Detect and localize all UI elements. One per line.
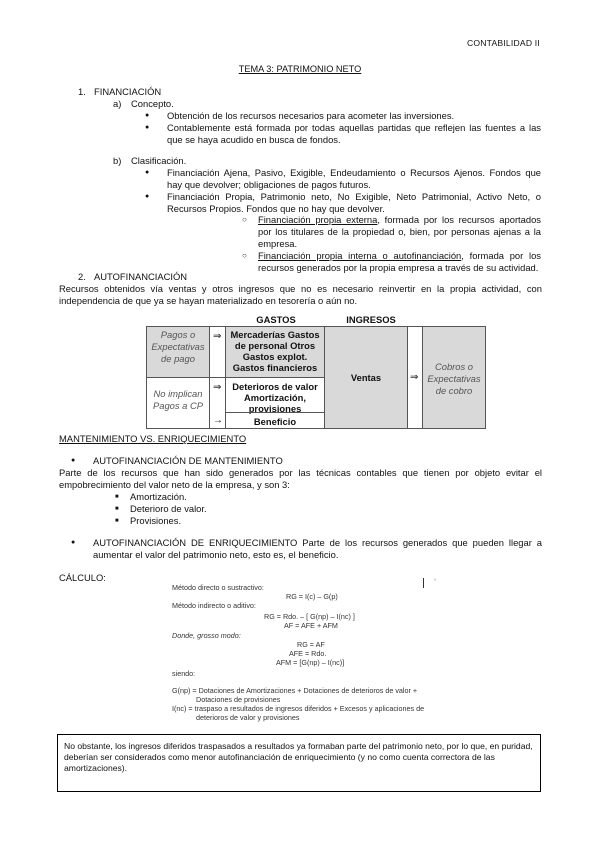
- enriquecimiento-title: AUTOFINANCIACIÓN DE ENRIQUECIMIENTO: [93, 537, 298, 548]
- formula-line: Dotaciones de provisiones: [196, 695, 281, 704]
- mantenimiento-paragraph: Parte de los recursos que han sido generados por las técnicas contables que tienen por objeto evitar el empobrecimiento del valor neto de la empresa, y son 3:: [59, 467, 542, 490]
- list-item: [258, 214, 541, 250]
- note-box: [57, 734, 541, 792]
- pagos-text: Pagos o Expectativas de pago: [151, 329, 205, 364]
- calculo-label: CÁLCULO:: [59, 572, 106, 583]
- mantenimiento-bullet: [93, 455, 283, 467]
- formula-line: AFM = [G(np) – I(nc)]: [276, 658, 345, 667]
- list-item: ■ Deterioro de valor.: [130, 503, 207, 515]
- no-implican-cell: [146, 377, 210, 429]
- subsection-a-label: a): [113, 98, 122, 109]
- subsection-a-title: Concepto.: [131, 98, 174, 109]
- formula-line: Método directo o sustractivo:: [172, 583, 264, 592]
- list-item: ● Contablemente está formada por todas aquellas partidas que reflejen las fuentes a las que se haya acudido en busca de fondos.: [167, 122, 541, 146]
- formula-line: RG = I(c) – G(p): [286, 592, 338, 601]
- arrow-cell-1: [209, 326, 226, 378]
- arrow-icon: →: [213, 415, 223, 426]
- formula-line: RG = Rdo. – [ G(np) – I(nc) ]: [264, 612, 355, 621]
- formula-line: RG = AF: [297, 640, 325, 649]
- section-1-number: 1.: [78, 86, 86, 97]
- financiacion-interna-text: , formada por los recursos generados por la propia empresa a través de su actividad.: [258, 250, 541, 273]
- list-item: ● Financiación Propia, Patrimonio neto, No Exigible, Neto Patrimonial, Activo Neto, o Recursos Propios. Fondos que no hay que devolver.: [167, 191, 541, 215]
- mantenimiento-items: [130, 491, 207, 527]
- subsection-b-title: Clasificación.: [131, 155, 187, 166]
- gastos-pagos-text: Mercaderías Gastos de personal Otros Gastos explot. Gastos financieros: [230, 329, 320, 373]
- formula-line: deterioros de valor y provisiones: [196, 713, 300, 722]
- arrow-cell-2: [209, 377, 226, 429]
- concepto-list: [167, 110, 541, 146]
- arrow-icon: ⇒: [410, 372, 419, 383]
- no-implican-text: No implican Pagos a CP: [152, 388, 204, 411]
- formula-line: I(nc) = traspaso a resultados de ingresos diferidos + Excesos y aplicaciones de: [172, 704, 425, 713]
- beneficio-text: Beneficio: [253, 416, 297, 427]
- gastos-no-pagos-text: Deterioros de valor Amortización, provisiones: [232, 381, 318, 414]
- arrow-icon: ⇒: [213, 331, 222, 342]
- formula-line: Método indirecto o aditivo:: [172, 601, 256, 610]
- pagos-cell: [146, 326, 210, 378]
- enriquecimiento-text: Parte de los recursos generados que pueden llegar a aumentar el valor del patrimonio neto, esto es, el beneficio.: [93, 537, 543, 560]
- cobros-text: Cobros o Expectativas de cobro: [427, 361, 481, 396]
- formula-line: AF = AFE + AFM: [284, 621, 338, 630]
- ventas-text: Ventas: [350, 372, 382, 383]
- list-item: [93, 537, 542, 561]
- list-item: [258, 250, 541, 274]
- formula-line: G(np) = Dotaciones de Amortizaciones + Dotaciones de deterioros de valor +: [172, 686, 418, 695]
- page-title: TEMA 3: PATRIMONIO NETO: [238, 64, 362, 74]
- list-item: ● Obtención de los recursos necesarios para acometer las inversiones.: [167, 110, 541, 122]
- ventas-cell: [324, 326, 408, 429]
- autofinanciacion-paragraph: Recursos obtenidos vía ventas y otros ingresos que no es necesario reinvertir en la propia actividad, con independencia de que ya se hayan materializado en tesorería o aún no.: [59, 283, 542, 306]
- subsection-b-label: b): [113, 155, 122, 166]
- list-item: ■ Provisiones.: [130, 515, 207, 527]
- financiacion-externa-term: Financiación propia externa: [258, 214, 378, 225]
- arrow-icon: ⇒: [213, 382, 222, 393]
- cobros-cell: [422, 326, 486, 429]
- formula-line: Donde, grosso modo:: [172, 631, 241, 640]
- autofinanciacion-table: [146, 314, 542, 430]
- financiacion-externa-text: , formada por los recursos aportados por los titulares de la propiedad o, bien, por personas ajenas a la empresa.: [258, 214, 541, 249]
- ingresos-header: INGRESOS: [346, 314, 396, 325]
- list-item: ■ Amortización.: [130, 491, 207, 503]
- formula-line: siendo:: [172, 669, 196, 678]
- section-2-title: AUTOFINANCIACIÓN: [94, 271, 188, 282]
- clasificacion-list: [167, 167, 541, 215]
- text-cursor: [423, 578, 424, 588]
- list-item: ● Financiación Ajena, Pasivo, Exigible, Endeudamiento o Recursos Ajenos. Fondos que hay que devolver; obligaciones de pagos futuros.: [167, 167, 541, 191]
- page-header: CONTABILIDAD II: [466, 38, 540, 48]
- mantenimiento-heading: MANTENIMIENTO VS. ENRIQUECIMIENTO: [59, 433, 247, 444]
- arrow-cell-3: [407, 326, 423, 429]
- gastos-no-pagos-cell: [225, 377, 325, 413]
- formula-line: AFE = Rdo.: [289, 649, 327, 658]
- list-item: ● AUTOFINANCIACIÓN DE MANTENIMIENTO: [93, 455, 283, 467]
- financiacion-interna-term: Financiación propia interna o autofinanciación: [258, 250, 462, 261]
- financiacion-propia-list: [258, 214, 541, 274]
- gastos-pagos-cell: [225, 326, 325, 378]
- enriquecimiento-bullet: [93, 537, 542, 561]
- beneficio-cell: [225, 412, 325, 429]
- gastos-header: GASTOS: [256, 314, 296, 325]
- note-text: No obstante, los ingresos diferidos traspasados a resultados ya formaban parte del patrimonio neto, por lo que, en puridad, deberían ser considerados como menor autofinanciación de enriquecimiento (y no como cuenta correctora de las amortizaciones).: [64, 741, 533, 773]
- section-1-title: FINANCIACIÓN: [94, 86, 162, 97]
- small-marker: °: [434, 579, 437, 585]
- section-2-number: 2.: [78, 271, 86, 282]
